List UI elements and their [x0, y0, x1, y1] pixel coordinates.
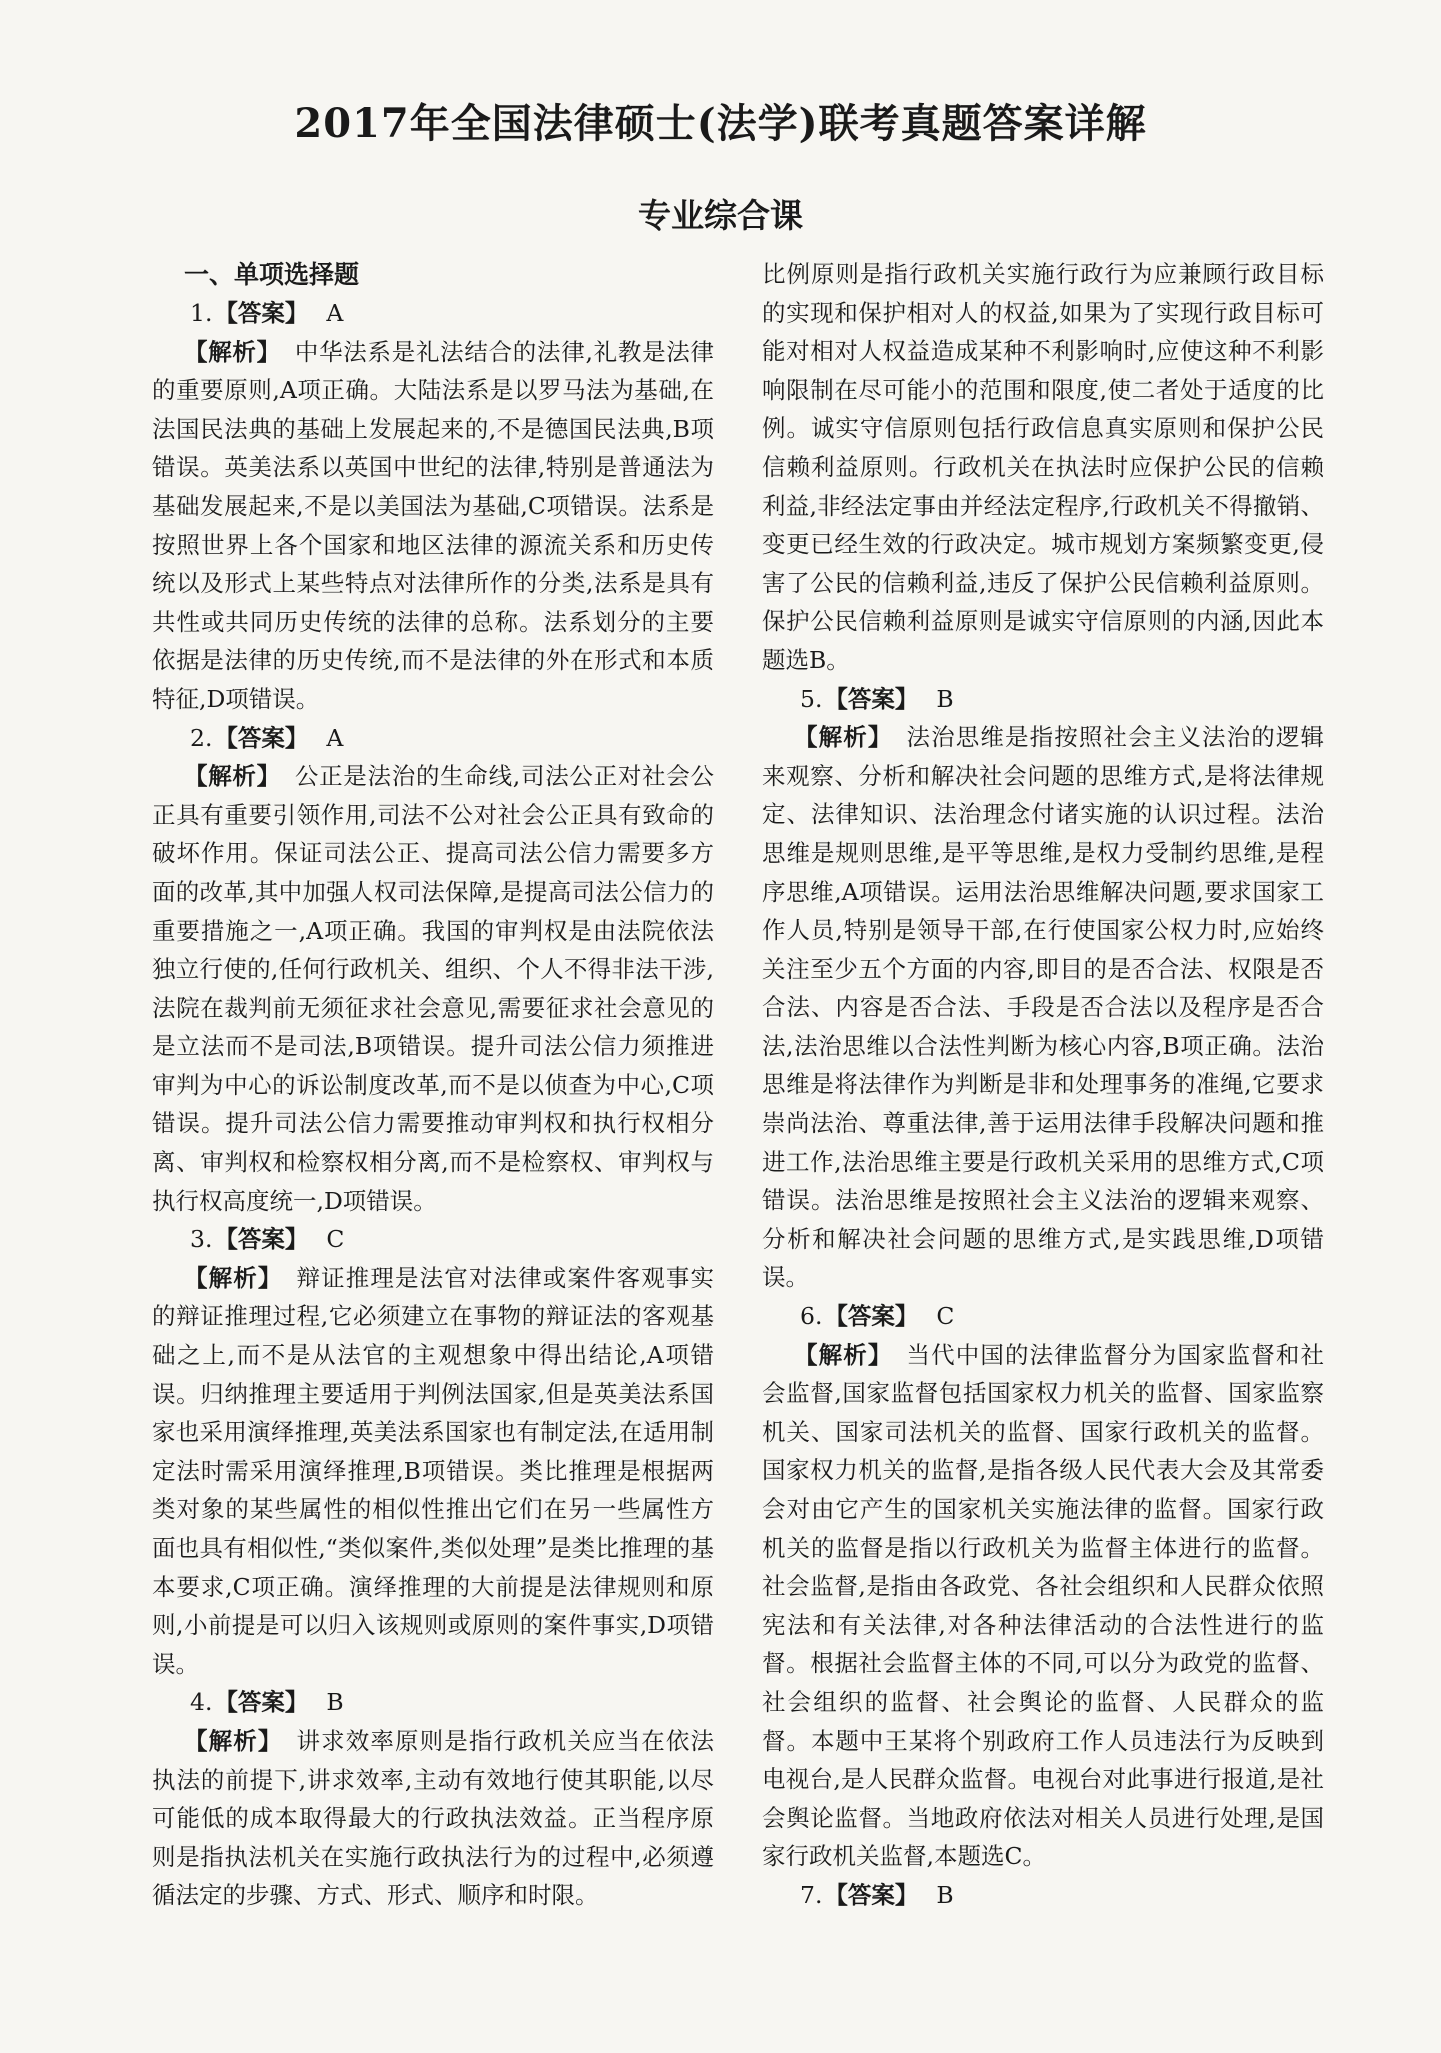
question-7-answer-line — [762, 1876, 1324, 1915]
answer-value: C — [936, 1302, 955, 1331]
answer-label: 【答案】 — [214, 723, 309, 752]
answer-label: 【答案】 — [824, 1302, 919, 1331]
analysis-text: 公正是法治的生命线,司法公正对社会公正具有重要引领作用,司法不公对社会公正具有致命的破坏作用。保证司法公正、提高司法公信力需要多方面的改革,其中加强人权司法保障,是提高司法公信力的重要措施之一,A项正确。我国的审判权是由法院依法独立行使的,任何行政机关、组织、个人不得非法干涉,法院在裁判前无须征求社会意见,需要征求社会意见的是立法而不是司法,B项错误。提升司法公信力须推进审判为中心的诉讼制度改革,而不是以侦查为中心,C项错误。提升司法公信力需要推动审判权和执行权相分离、审判权和检察权相分离,而不是检察权、审判权与执行权高度统一,D项错误。 — [152, 762, 714, 1215]
answer-label: 【答案】 — [824, 1880, 919, 1909]
question-4-answer-line — [152, 1683, 714, 1722]
question-6-analysis — [762, 1336, 1324, 1876]
question-number: 7. — [800, 1880, 823, 1909]
analysis-label: 【解析】 — [794, 1340, 893, 1369]
question-1-answer-line — [152, 294, 714, 333]
section-heading: 一、单项选择题 — [184, 260, 360, 289]
answer-value: B — [936, 1880, 954, 1909]
question-number: 3. — [190, 1225, 213, 1254]
left-column — [152, 255, 714, 1915]
analysis-label: 【解析】 — [184, 1726, 283, 1755]
answer-value: A — [326, 723, 344, 752]
answer-label: 【答案】 — [214, 1225, 309, 1254]
answer-value: C — [326, 1225, 345, 1254]
analysis-label: 【解析】 — [184, 1263, 283, 1292]
answer-value: B — [326, 1688, 344, 1717]
answer-value: A — [326, 299, 344, 327]
analysis-text: 讲求效率原则是指行政机关应当在依法执法的前提下,讲求效率,主动有效地行使其职能,以尽可能低的成本取得最大的行政执法效益。正当程序原则是指执法机关在实施行政执法行为的过程中,必须遵循法定的步骤、方式、形式、顺序和时限。 — [152, 1726, 714, 1910]
answer-value: B — [936, 684, 954, 713]
question-number: 6. — [800, 1302, 823, 1331]
analysis-text: 中华法系是礼法结合的法律,礼教是法律的重要原则,A项正确。大陆法系是以罗马法为基础,在法国民法典的基础上发展起来的,不是德国民法典,B项错误。英美法系以英国中世纪的法律,特别是普通法为基础发展起来,不是以美国法为基础,C项错误。法系是按照世界上各个国家和地区法律的源流关系和历史传统以及形式上某些特点对法律所作的分类,法系是具有共性或共同历史传统的法律的总称。法系划分的主要依据是法律的历史传统,而不是法律的外在形式和本质特征,D项错误。 — [152, 337, 714, 713]
analysis-text: 法治思维是指按照社会主义法治的逻辑来观察、分析和解决社会问题的思维方式,是将法律规定、法律知识、法治理念付诸实施的认识过程。法治思维是规则思维,是平等思维,是权力受制约思维,是程序思维,A项错误。运用法治思维解决问题,要求国家工作人员,特别是领导干部,在行使国家公权力时,应始终关注至少五个方面的内容,即目的是否合法、权限是否合法、内容是否合法、手段是否合法以及程序是否合法,法治思维以合法性判断为核心内容,B项正确。法治思维是将法律作为判断是非和处理事务的准绳,它要求崇尚法治、尊重法律,善于运用法律手段解决问题和推进工作,法治思维主要是行政机关采用的思维方式,C项错误。法治思维是按照社会主义法治的逻辑来观察、分析和解决社会问题的思维方式,是实践思维,D项错误。 — [762, 723, 1324, 1292]
page-subtitle: 专业综合课 — [638, 196, 803, 235]
question-3-analysis — [152, 1259, 714, 1684]
question-3-answer-line — [152, 1220, 714, 1259]
right-column — [762, 255, 1324, 1915]
question-6-answer-line — [762, 1297, 1324, 1336]
analysis-label: 【解析】 — [184, 762, 281, 791]
question-5-analysis — [762, 718, 1324, 1297]
answer-label: 【答案】 — [214, 1688, 309, 1717]
question-number: 4. — [190, 1688, 213, 1717]
question-4-analysis — [152, 1722, 714, 1915]
analysis-label: 【解析】 — [794, 723, 893, 752]
question-2-answer-line — [152, 719, 714, 758]
question-number: 1. — [190, 299, 213, 327]
analysis-text: 当代中国的法律监督分为国家监督和社会监督,国家监督包括国家权力机关的监督、国家监察机关、国家司法机关的监督、国家行政机关的监督。国家权力机关的监督,是指各级人民代表大会及其常委会对由它产生的国家机关实施法律的监督。国家行政机关的监督是指以行政机关为监督主体进行的监督。社会监督,是指由各政党、各社会组织和人民群众依照宪法和有关法律,对各种法律活动的合法性进行的监督。根据社会监督主体的不同,可以分为政党的监督、社会组织的监督、社会舆论的监督、人民群众的监督。本题中王某将个别政府工作人员违法行为反映到电视台,是人民群众监督。电视台对此事进行报道,是社会舆论监督。当地政府依法对相关人员进行处理,是国家行政机关监督,本题选C。 — [762, 1340, 1324, 1871]
analysis-label: 【解析】 — [184, 337, 281, 366]
question-number: 2. — [190, 723, 213, 752]
question-5-answer-line — [762, 680, 1324, 719]
analysis-text: 辩证推理是法官对法律或案件客观事实的辩证推理过程,它必须建立在事物的辩证法的客观基础之上,而不是从法官的主观想象中得出结论,A项错误。归纳推理主要适用于判例法国家,但是英美法系国家也采用演绎推理,英美法系国家也有制定法,在适用制定法时需采用演绎推理,B项错误。类比推理是根据两类对象的某些属性的相似性推出它们在另一些属性方面也具有相似性,“类似案件,类似处理”是类比推理的基本要求,C项正确。演绎推理的大前提是法律规则和原则,小前提是可以归入该规则或原则的案件事实,D项错误。 — [152, 1263, 714, 1678]
page-title: 2017年全国法律硕士(法学)联考真题答案详解 — [294, 100, 1147, 147]
answer-label: 【答案】 — [824, 684, 919, 713]
question-4-analysis-continued: 比例原则是指行政机关实施行政行为应兼顾行政目标的实现和保护相对人的权益,如果为了实现行政目标可能对相对人权益造成某种不利影响时,应使这种不利影响限制在尽可能小的范围和限度,使二者处于适度的比例。诚实守信原则包括行政信息真实原则和保护公民信赖利益原则。行政机关在执法时应保护公民的信赖利益,非经法定事由并经法定程序,行政机关不得撤销、变更已经生效的行政决定。城市规划方案频繁变更,侵害了公民的信赖利益,违反了保护公民信赖利益原则。保护公民信赖利益原则是诚实守信原则的内涵,因此本题选B。 — [762, 260, 1324, 674]
question-1-analysis — [152, 333, 714, 719]
question-2-analysis — [152, 757, 714, 1220]
answer-label: 【答案】 — [214, 299, 309, 327]
question-number: 5. — [800, 684, 823, 713]
